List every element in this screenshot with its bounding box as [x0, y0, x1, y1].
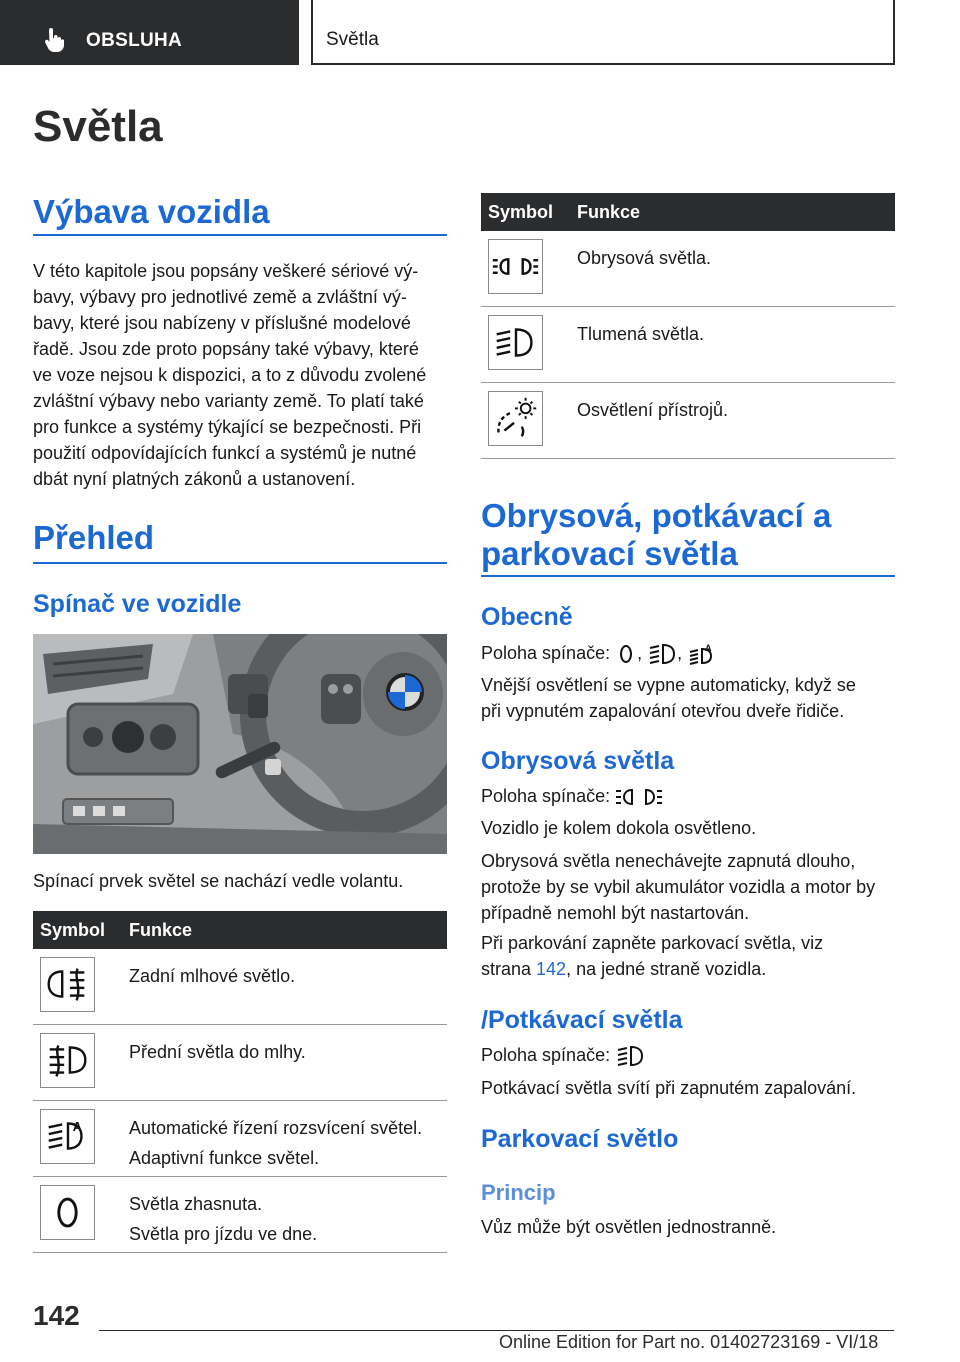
- heading-lights-main: Obrysová, potkávací a parkovací světla: [481, 497, 832, 572]
- auto-headlight-icon: [687, 642, 717, 666]
- heading-parking-light: Parkovací světlo: [481, 1125, 679, 1153]
- general-paragraph: Vnější osvětlení se vypne automaticky, když se při vypnutém zapalování otevřou dveře řidiče.: [481, 675, 856, 721]
- parking-lights-icon: [615, 785, 663, 809]
- col-function: Funkce: [577, 202, 641, 222]
- heading-switch: Spínač ve vozidle: [33, 590, 242, 618]
- function-text: Zadní mlhové světlo.: [129, 966, 296, 986]
- table-row: [33, 949, 447, 1025]
- page-number: 142: [33, 1300, 80, 1331]
- general-position-line: Poloha spínače: , , A: [481, 640, 717, 666]
- parking-position-line: Poloha spínače:: [481, 783, 663, 809]
- function-text: Přední světla do mlhy.: [129, 1042, 306, 1062]
- table-row: [33, 1177, 447, 1253]
- section-tab: [0, 0, 299, 65]
- function-text: Tlumená světla.: [577, 324, 705, 344]
- lowbeam-position-line: Poloha spínače:: [481, 1042, 645, 1068]
- low-beam-icon: [615, 1044, 645, 1068]
- heading-rule: [481, 575, 895, 577]
- symbol-table-right: [481, 193, 895, 459]
- footer-rule: [99, 1330, 894, 1331]
- topic-label: Světla: [326, 29, 379, 50]
- low-beam-icon: [488, 315, 543, 370]
- heading-equipment: Výbava vozidla: [33, 193, 270, 230]
- lights-off-icon: [615, 642, 637, 666]
- parking-lights-icon: [488, 239, 543, 294]
- table-header: [33, 911, 447, 949]
- principle-text: Vůz může být osvětlen jednostranně.: [481, 1217, 777, 1237]
- low-beam-icon: [647, 642, 677, 666]
- svg-text:A: A: [72, 1120, 82, 1135]
- heading-rule: [33, 234, 447, 236]
- footer-edition: Online Edition for Part no. 01402723169 - VI/18: [499, 1332, 879, 1352]
- heading-principle: Princip: [481, 1180, 556, 1205]
- parking-text-3: Při parkování zapněte parkovací světla, viz strana 142, na jedné straně vozidla.: [481, 933, 824, 979]
- table-row: [33, 1025, 447, 1101]
- function-text: Automatické řízení rozsvícení světel. Adaptivní funkce světel.: [129, 1118, 423, 1168]
- table-row: [481, 383, 895, 459]
- front-fog-light-icon: [40, 1033, 95, 1088]
- page-reference-link[interactable]: 142: [536, 959, 567, 979]
- svg-text:A: A: [705, 643, 712, 654]
- table-header: [481, 193, 895, 231]
- page-title: Světla: [33, 102, 163, 151]
- lights-off-icon: [40, 1185, 95, 1240]
- auto-headlight-icon: [40, 1109, 95, 1164]
- parking-text-1: Vozidlo je kolem dokola osvětleno.: [481, 818, 757, 838]
- topic-header: [311, 0, 895, 65]
- function-text: Obrysová světla.: [577, 248, 712, 268]
- col-symbol: Symbol: [488, 202, 554, 222]
- table-row: [481, 307, 895, 383]
- symbol-table-left: [33, 911, 447, 1253]
- heading-rule: [33, 562, 447, 564]
- function-text: Osvětlení přístrojů.: [577, 400, 729, 420]
- lowbeam-text: Potkávací světla svítí při zapnutém zapalování.: [481, 1078, 857, 1098]
- rear-fog-light-icon: [40, 957, 95, 1012]
- photo-caption: Spínací prvek světel se nachází vedle volantu.: [33, 871, 404, 891]
- parking-text-2: Obrysová světla nenechávejte zapnutá dlouho, protože by se vybil akumulátor vozidla a motor by případně nemohl být nastartován.: [481, 851, 876, 923]
- heading-low-beam: /Potkávací světla: [481, 1006, 683, 1034]
- hand-pointer-icon: [40, 27, 66, 53]
- section-label: OBSLUHA: [86, 30, 183, 51]
- function-text: Světla zhasnuta. Světla pro jízdu ve dne.: [129, 1194, 318, 1244]
- instrument-lighting-icon: [488, 391, 543, 446]
- table-row: [481, 231, 895, 307]
- col-function: Funkce: [129, 920, 193, 940]
- switch-photo: [33, 634, 447, 854]
- table-row: [33, 1101, 447, 1177]
- heading-overview: Přehled: [33, 519, 155, 556]
- equipment-paragraph: V této kapitole jsou popsány veškeré sériové vý- bavy, výbavy pro jednotlivé země a zvláštní vý- bavy, které jsou nabízeny v příslušné modelové řadě. Jsou zde proto popsány také výbavy, které ve voze nejsou k dispozici, a to z důvodu zvolené zvláštní výbavy nebo varianty země. To platí také pro funkce a systémy týkající se bezpečnosti. Při použití odpovídajících funkcí a systémů je nutné dbát nyní platných zákonů a ustanovení.: [33, 261, 427, 489]
- heading-general: Obecně: [481, 603, 573, 631]
- heading-parking-lights: Obrysová světla: [481, 747, 675, 775]
- col-symbol: Symbol: [40, 920, 106, 940]
